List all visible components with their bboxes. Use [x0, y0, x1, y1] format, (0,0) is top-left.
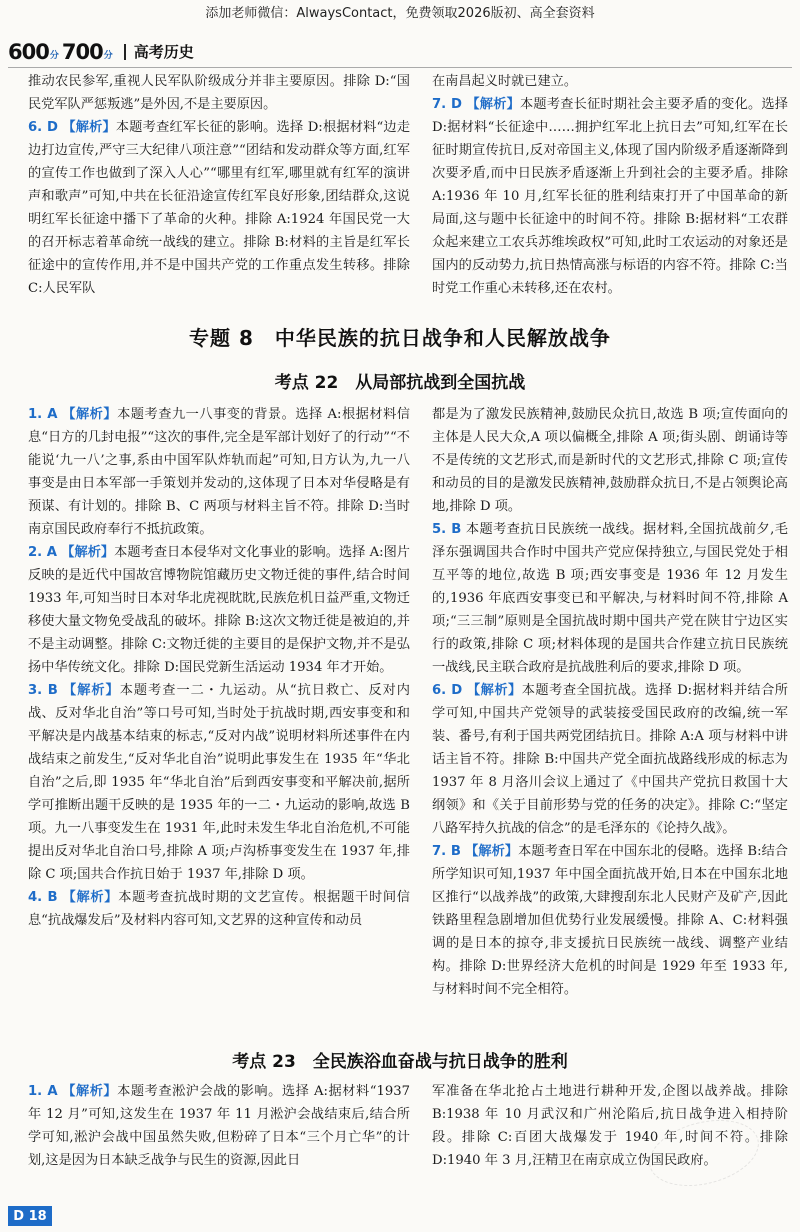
page-header	[8, 34, 194, 64]
answer-item: 4. B 【解析】本题考查抗战时期的文艺宣传。根据题干时间信息“抗战爆发后”及材料内容可知,文艺界的这种宣传和动员	[28, 890, 410, 928]
section-2-left-column	[28, 403, 410, 1001]
answer-item: 1. A 【解析】本题考查九一八事变的背景。选择 A:根据材料信息“日方的几封电报”“这次的事件,完全是军部计划好了的行动”“不能说‘九一八’之事,系由中国军队炸轨而起”可知,日方认为,九一八事变是由日本军部一手策划并发动的,这体现了日本对华侵略是有预谋、有计划的。排除 B、C 两项与材料主旨不符。排除 D:当时南京国民政府奉行不抵抗政策。	[28, 407, 410, 537]
logo-700: 700	[61, 40, 103, 64]
logo-600-sub: 分	[49, 51, 59, 61]
answer-item: 1. A 【解析】本题考查淞沪会战的影响。选择 A:据材料“1937 年 12 月”可知,这发生在 1937 年 11 月淞沪会战结束后,结合所学可知,淞沪会战中国虽然失败,但粉碎了日本“三个月亡华”的计划,这是因为日本缺乏战争与民生的资源,因此日	[28, 1084, 411, 1168]
page-number-badge: D 18	[8, 1206, 52, 1226]
answer-item: 3. B 【解析】本题考查一二・九运动。从“抗日救亡、反对内战、反对华北自治”等口号可知,当时处于抗战时期,西安事变和和平解决是内战基本结束的标志,“反对内战”说明材料所述事件在内战结束之前发生,“反对华北自治”说明此事发生在 1935 年“华北自治”之后,即 1935 年“华北自治”后到西安事变和平解决前,据所学可推断出题干反映的是 1935 年的一二・九运动的影响,故选 B 项。九一八事变发生在 1931 年,此时未发生华北自治危机,不可能提出反对华北自治口号,排除 A 项;卢沟桥事变发生在 1937 年,排除 C 项;国共合作抗日始于 1937 年,排除 D 项。	[28, 683, 410, 882]
answer-item: 5. B 本题考查抗日民族统一战线。据材料,全国抗战前夕,毛泽东强调国共合作时中国共产党应保持独立,与国民党处于相互平等的地位,故选 B 项;西安事变是 1936 年 12 月发生的,1936 年底西安事变已和平解决,与材料时间不符,排除 A 项;“三三制”原则是全国抗战时期中国共产党在陕甘宁边区实行的政策,排除 C 项;材料体现的是国共合作建立抗日民族统一战线,民主联合政府是抗战胜利后的要求,排除 D 项。	[432, 522, 788, 675]
section-1-right-column	[432, 70, 788, 300]
subject-title: 高考历史	[133, 43, 194, 61]
section-1	[28, 70, 788, 300]
answer-item: 7. D 【解析】本题考查长征时期社会主要矛盾的变化。选择 D:据材料“长征途中……拥护红军北上抗日去”可知,红军在长征时期宣传抗日,反对帝国主义,体现了国内阶级矛盾逐渐降到次要矛盾,而中日民族矛盾逐渐上升到社会的主要矛盾。排除 A:1936 年 10 月,红军长征的胜利结束打开了中国革命的新局面,这与题中长征途中的时间不符。排除 B:据材料“工农群众起来建立工农兵苏维埃政权”可知,此时工农运动的对象还是国内的反动势力,抗日热情高涨与标语的内容不符。排除 C:当时党工作重心未转移,还在农村。	[432, 97, 788, 296]
kaodian-23-title: 考点 23 全民族浴血奋战与抗日战争的胜利	[232, 1052, 568, 1072]
answer-item: 6. D 【解析】本题考查红军长征的影响。选择 D:根据材料“边走边打边宣传,严守三大纪律八项注意”“团结和发动群众等方面,红军的宣传工作也做到了深入人心”“哪里有红军,哪里就有红军的演讲声和歌声”可知,中共在长征沿途宣传红军良好形象,团结群众,这说明红军长征途中播下了革命的火种。排除 A:1924 年国民党一大的召开标志着革命统一战线的建立。排除 B:材料的主旨是红军长征途中的宣传作用,并不是中国共产党的工作重点发生转移。排除 C:人民军队	[28, 120, 411, 296]
answer-item: 都是为了激发民族精神,鼓励民众抗日,故选 B 项;宣传面向的主体是人民大众,A 项以偏概全,排除 A 项;街头剧、朗诵诗等不是传统的文艺形式,而是新时代的文艺形式,排除 C 项;宣传和动员的目的是激发民族精神,鼓励群众抗日,不是占领舆论高地,排除 D 项。	[432, 407, 788, 514]
logo-600: 600	[8, 40, 49, 64]
section-2-right-column	[432, 403, 788, 1001]
header-divider	[124, 44, 126, 60]
watermark-banner: 添加老师微信：AlwaysContact，免费领取2026版初、高全套资料	[205, 6, 595, 21]
logo-700-sub: 分	[103, 51, 113, 61]
topic-title: 专题 8 中华民族的抗日战争和人民解放战争	[189, 326, 611, 350]
answer-item: 在南昌起义时就已建立。	[432, 74, 578, 89]
section-1-left-column	[28, 70, 410, 300]
answer-item: 7. B 【解析】本题考查日军在中国东北的侵略。选择 B:结合所学知识可知,1937 年中国全面抗战开始,日本在中国东北地区推行“以战养战”的政策,大肆搜刮东北人民财产及矿产,因此铁路里程急剧增加但优势行业发展缓慢。排除 A、C:材料强调的是日本的掠夺,非支援抗日民族统一战线、调整产业结构。排除 D:世界经济大危机的时间是 1929 年至 1933 年,与材料时间不完全相符。	[432, 844, 788, 997]
answer-item: 2. A 【解析】本题考查日本侵华对文化事业的影响。选择 A:图片反映的是近代中国故宫博物院馆藏历史文物迁徙的事件,结合时间 1933 年,可知当时日本对华北虎视眈眈,民族危机日益严重,文物迁移使大量文物免受战乱的破坏。排除 B:这次文物迁徙是被迫的,并不是主动调整。排除 C:文物迁徙的主要目的是保护文物,并不是弘扬中华传统文化。排除 D:国民党新生活运动 1934 年才开始。	[28, 545, 410, 675]
header-rule	[8, 67, 792, 68]
answer-item: 6. D 【解析】本题考查全国抗战。选择 D:据材料并结合所学可知,中国共产党领导的武装接受国民政府的改编,统一军装、番号,有利于国共两党团结抗日。排除 A:A 项与材料中讲话主旨不符。排除 B:中国共产党全面抗战路线形成的标志为 1937 年 8 月洛川会议上通过了《中国共产党抗日救国十大纲领》和《关于目前形势与党的任务的决定》。排除 C:“坚定八路军持久抗战的信念”的是毛泽东的《论持久战》。	[432, 683, 788, 836]
answer-item: 推动农民参军,重视人民军队阶级成分并非主要原因。排除 D:“国民党军队严惩叛逃”是外因,不是主要原因。	[28, 74, 410, 112]
answer-item: 军准备在华北抢占土地进行耕种开发,企图以战养战。排除 B:1938 年 10 月武汉和广州沦陷后,抗日战争进入相持阶段。排除 C:百团大战爆发于 1940 年,时间不符。排除 D:1940 年 3 月,汪精卫在南京成立伪国民政府。	[432, 1084, 788, 1168]
section-2	[28, 403, 788, 1001]
kaodian-22-title: 考点 22 从局部抗战到全国抗战	[274, 373, 526, 393]
section-3-left-column	[28, 1080, 410, 1172]
